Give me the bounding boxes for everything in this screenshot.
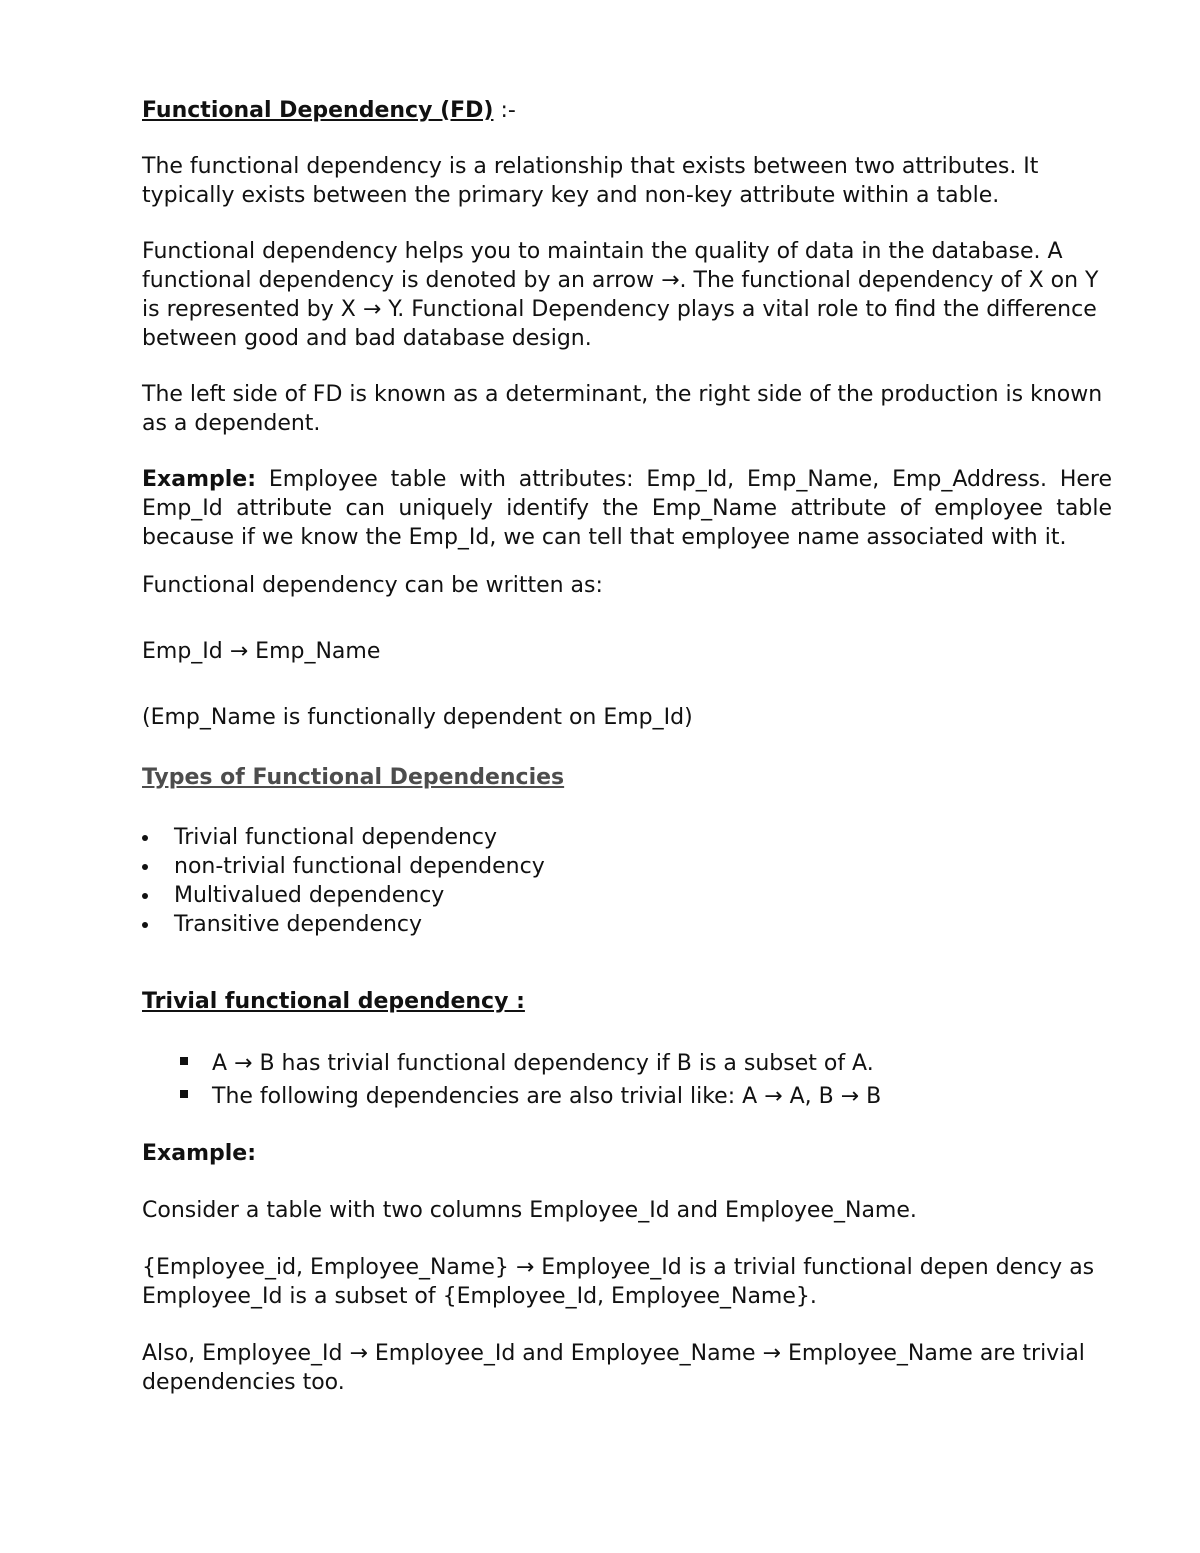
document-page [142, 96, 1112, 1397]
fd-explanation: (Emp_Name is functionally dependent on Emp_Id) [142, 705, 693, 730]
types-heading: Types of Functional Dependencies [142, 765, 565, 790]
fd-expression: Emp_Id → Emp_Name [142, 639, 381, 664]
example2-intro: Consider a table with two columns Employee_Id and Employee_Name. [142, 1198, 917, 1223]
written-as-text: Functional dependency can be written as: [142, 573, 603, 598]
trivial-points-list [142, 1047, 1112, 1113]
example2-line2: Employee_Id is a subset of {Employee_Id, Employee_Name}. [142, 1284, 817, 1309]
trivial-heading: Trivial functional dependency : [142, 989, 525, 1014]
list-item: Transitive dependency [142, 910, 1112, 939]
list-item: A → B has trivial functional dependency if B is a subset of A. [142, 1047, 1112, 1080]
example2-label: Example: [142, 1141, 256, 1166]
fd-heading-line [142, 96, 1112, 125]
list-item: The following dependencies are also trivial like: A → A, B → B [142, 1080, 1112, 1113]
example2-also: Also, Employee_Id → Employee_Id and Employee_Name → Employee_Name are trivial dependencies too. [142, 1341, 1085, 1395]
example2-line1: {Employee_id, Employee_Name} → Employee_Id is a trivial functional depen dency as [142, 1255, 1095, 1280]
list-item: Multivalued dependency [142, 881, 1112, 910]
example-label: Example: [142, 467, 256, 492]
types-list [142, 823, 1112, 939]
example-text: Employee table with attributes: Emp_Id, Emp_Name, Emp_Address. Here Emp_Id attribute can uniquely identify the Emp_Name attribute of employee table because if we know the Emp_Id, we can tell that employee name associated with it. [142, 467, 1112, 550]
fd-heading: Functional Dependency (FD) [142, 98, 494, 123]
fd-heading-suffix: :- [493, 98, 516, 123]
paragraph-example [142, 465, 1112, 552]
list-item: Trivial functional dependency [142, 823, 1112, 852]
list-item: non-trivial functional dependency [142, 852, 1112, 881]
paragraph-quality: Functional dependency helps you to maintain the quality of data in the database. A functional dependency is denoted by an arrow →. The functional dependency of X on Y is represented by X → Y. Functional Dependency plays a vital role to find the difference between good and bad database design. [142, 239, 1099, 351]
paragraph-determinant: The left side of FD is known as a determinant, the right side of the production is known as a dependent. [142, 382, 1103, 436]
paragraph-definition: The functional dependency is a relationship that exists between two attributes. It typically exists between the primary key and non-key attribute within a table. [142, 154, 1039, 208]
